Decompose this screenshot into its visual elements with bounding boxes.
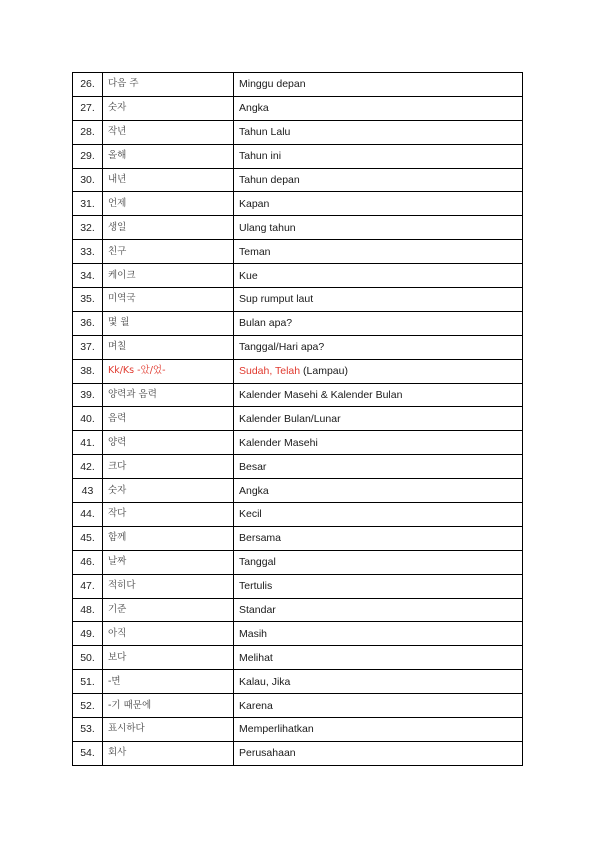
table-row	[73, 288, 523, 312]
indonesian-meaning-cell	[234, 73, 523, 97]
indonesian-meaning: Tahun ini	[239, 150, 282, 163]
row-number: 31.	[73, 192, 103, 216]
row-number: 41.	[73, 431, 103, 455]
indonesian-meaning: Kalau, Jika	[239, 675, 291, 688]
row-number: 26.	[73, 73, 103, 97]
indonesian-meaning: Tertulis	[239, 580, 273, 593]
indonesian-meaning: Kalender Bulan/Lunar	[239, 412, 341, 425]
indonesian-meaning-cell	[234, 240, 523, 264]
indonesian-meaning: Bulan apa?	[239, 317, 293, 330]
row-number: 44.	[73, 503, 103, 527]
row-number: 52.	[73, 694, 103, 718]
korean-term: 보다	[103, 646, 234, 670]
indonesian-meaning-cell	[234, 598, 523, 622]
row-number: 51.	[73, 670, 103, 694]
table-row	[73, 144, 523, 168]
indonesian-meaning-cell	[234, 96, 523, 120]
indonesian-meaning-cell	[234, 216, 523, 240]
indonesian-meaning: Tanggal	[239, 556, 276, 569]
korean-term: 케이크	[103, 264, 234, 288]
indonesian-meaning-cell	[234, 455, 523, 479]
korean-term: 며칠	[103, 335, 234, 359]
row-number: 40.	[73, 407, 103, 431]
table-row	[73, 96, 523, 120]
korean-term: Kk/Ks -았/었-	[103, 359, 234, 383]
indonesian-meaning-cell	[234, 503, 523, 527]
indonesian-meaning: Bersama	[239, 532, 282, 545]
table-row	[73, 694, 523, 718]
indonesian-meaning-cell	[234, 144, 523, 168]
indonesian-meaning: Perusahaan	[239, 747, 296, 760]
row-number: 42.	[73, 455, 103, 479]
korean-term: 아직	[103, 622, 234, 646]
indonesian-meaning: Ulang tahun	[239, 221, 296, 234]
row-number: 45.	[73, 526, 103, 550]
korean-term: 다음 주	[103, 73, 234, 97]
indonesian-meaning: Besar	[239, 460, 267, 473]
korean-term: 내년	[103, 168, 234, 192]
korean-term: 숫자	[103, 96, 234, 120]
indonesian-meaning-cell	[234, 288, 523, 312]
korean-term: 적히다	[103, 574, 234, 598]
indonesian-meaning-cell	[234, 694, 523, 718]
indonesian-meaning-cell	[234, 526, 523, 550]
indonesian-meaning: Tanggal/Hari apa?	[239, 341, 325, 354]
table-row	[73, 741, 523, 765]
table-row	[73, 526, 523, 550]
row-number: 53.	[73, 718, 103, 742]
indonesian-meaning-cell	[234, 670, 523, 694]
indonesian-meaning-suffix: (Lampau)	[300, 365, 348, 378]
table-row	[73, 574, 523, 598]
row-number: 43	[73, 479, 103, 503]
row-number: 48.	[73, 598, 103, 622]
korean-term: 날짜	[103, 550, 234, 574]
table-row	[73, 359, 523, 383]
indonesian-meaning: Karena	[239, 699, 273, 712]
indonesian-meaning: Kalender Masehi	[239, 436, 318, 449]
indonesian-meaning: Teman	[239, 245, 271, 258]
indonesian-meaning-cell	[234, 622, 523, 646]
korean-term: 음력	[103, 407, 234, 431]
indonesian-meaning-cell	[234, 646, 523, 670]
indonesian-meaning-cell	[234, 359, 523, 383]
korean-term: 작다	[103, 503, 234, 527]
indonesian-meaning-cell	[234, 741, 523, 765]
indonesian-meaning-cell	[234, 550, 523, 574]
table-row	[73, 383, 523, 407]
table-row	[73, 550, 523, 574]
row-number: 32.	[73, 216, 103, 240]
korean-term: 생일	[103, 216, 234, 240]
indonesian-meaning: Kecil	[239, 508, 262, 521]
row-number: 29.	[73, 144, 103, 168]
row-number: 28.	[73, 120, 103, 144]
indonesian-meaning: Minggu depan	[239, 78, 306, 91]
korean-term: 언제	[103, 192, 234, 216]
table-row	[73, 479, 523, 503]
row-number: 35.	[73, 288, 103, 312]
korean-term: 숫자	[103, 479, 234, 503]
row-number: 50.	[73, 646, 103, 670]
indonesian-meaning: Melihat	[239, 651, 273, 664]
indonesian-meaning: Standar	[239, 604, 276, 617]
table-row	[73, 598, 523, 622]
indonesian-meaning-cell	[234, 168, 523, 192]
korean-term: -기 때문에	[103, 694, 234, 718]
vocabulary-table	[72, 72, 523, 766]
row-number: 27.	[73, 96, 103, 120]
table-row	[73, 311, 523, 335]
korean-term: 몇 월	[103, 311, 234, 335]
row-number: 33.	[73, 240, 103, 264]
korean-term: 작년	[103, 120, 234, 144]
table-row	[73, 192, 523, 216]
table-row	[73, 407, 523, 431]
row-number: 37.	[73, 335, 103, 359]
korean-term: 양력	[103, 431, 234, 455]
row-number: 46.	[73, 550, 103, 574]
indonesian-meaning-cell	[234, 479, 523, 503]
korean-term: 올해	[103, 144, 234, 168]
indonesian-meaning: Kalender Masehi & Kalender Bulan	[239, 389, 403, 402]
indonesian-meaning-cell	[234, 574, 523, 598]
vocabulary-table-body	[73, 73, 523, 766]
korean-term: 함께	[103, 526, 234, 550]
indonesian-meaning: Memperlihatkan	[239, 723, 314, 736]
indonesian-meaning-cell	[234, 383, 523, 407]
korean-term: 기준	[103, 598, 234, 622]
indonesian-meaning: Angka	[239, 484, 269, 497]
indonesian-meaning-cell	[234, 264, 523, 288]
table-row	[73, 73, 523, 97]
table-row	[73, 216, 523, 240]
table-row	[73, 503, 523, 527]
row-number: 54.	[73, 741, 103, 765]
table-row	[73, 120, 523, 144]
table-row	[73, 335, 523, 359]
indonesian-meaning: Sudah, Telah	[239, 365, 301, 378]
table-row	[73, 670, 523, 694]
indonesian-meaning-cell	[234, 718, 523, 742]
indonesian-meaning: Tahun Lalu	[239, 126, 291, 139]
table-row	[73, 431, 523, 455]
row-number: 47.	[73, 574, 103, 598]
row-number: 49.	[73, 622, 103, 646]
indonesian-meaning-cell	[234, 192, 523, 216]
korean-term: 미역국	[103, 288, 234, 312]
indonesian-meaning-cell	[234, 120, 523, 144]
row-number: 36.	[73, 311, 103, 335]
table-row	[73, 168, 523, 192]
indonesian-meaning-cell	[234, 407, 523, 431]
table-row	[73, 622, 523, 646]
korean-term: 양력과 음력	[103, 383, 234, 407]
table-row	[73, 718, 523, 742]
row-number: 38.	[73, 359, 103, 383]
indonesian-meaning-cell	[234, 431, 523, 455]
korean-term: 표시하다	[103, 718, 234, 742]
indonesian-meaning: Kapan	[239, 197, 270, 210]
row-number: 30.	[73, 168, 103, 192]
row-number: 39.	[73, 383, 103, 407]
indonesian-meaning: Sup rumput laut	[239, 293, 314, 306]
table-row	[73, 646, 523, 670]
indonesian-meaning-cell	[234, 335, 523, 359]
indonesian-meaning: Masih	[239, 627, 268, 640]
indonesian-meaning: Tahun depan	[239, 174, 300, 186]
korean-term: 회사	[103, 741, 234, 765]
korean-term: 크다	[103, 455, 234, 479]
row-number: 34.	[73, 264, 103, 288]
indonesian-meaning: Angka	[239, 102, 269, 115]
table-row	[73, 455, 523, 479]
indonesian-meaning: Kue	[239, 269, 258, 282]
table-row	[73, 264, 523, 288]
korean-term: -면	[103, 670, 234, 694]
indonesian-meaning-cell	[234, 311, 523, 335]
table-row	[73, 240, 523, 264]
korean-term: 친구	[103, 240, 234, 264]
